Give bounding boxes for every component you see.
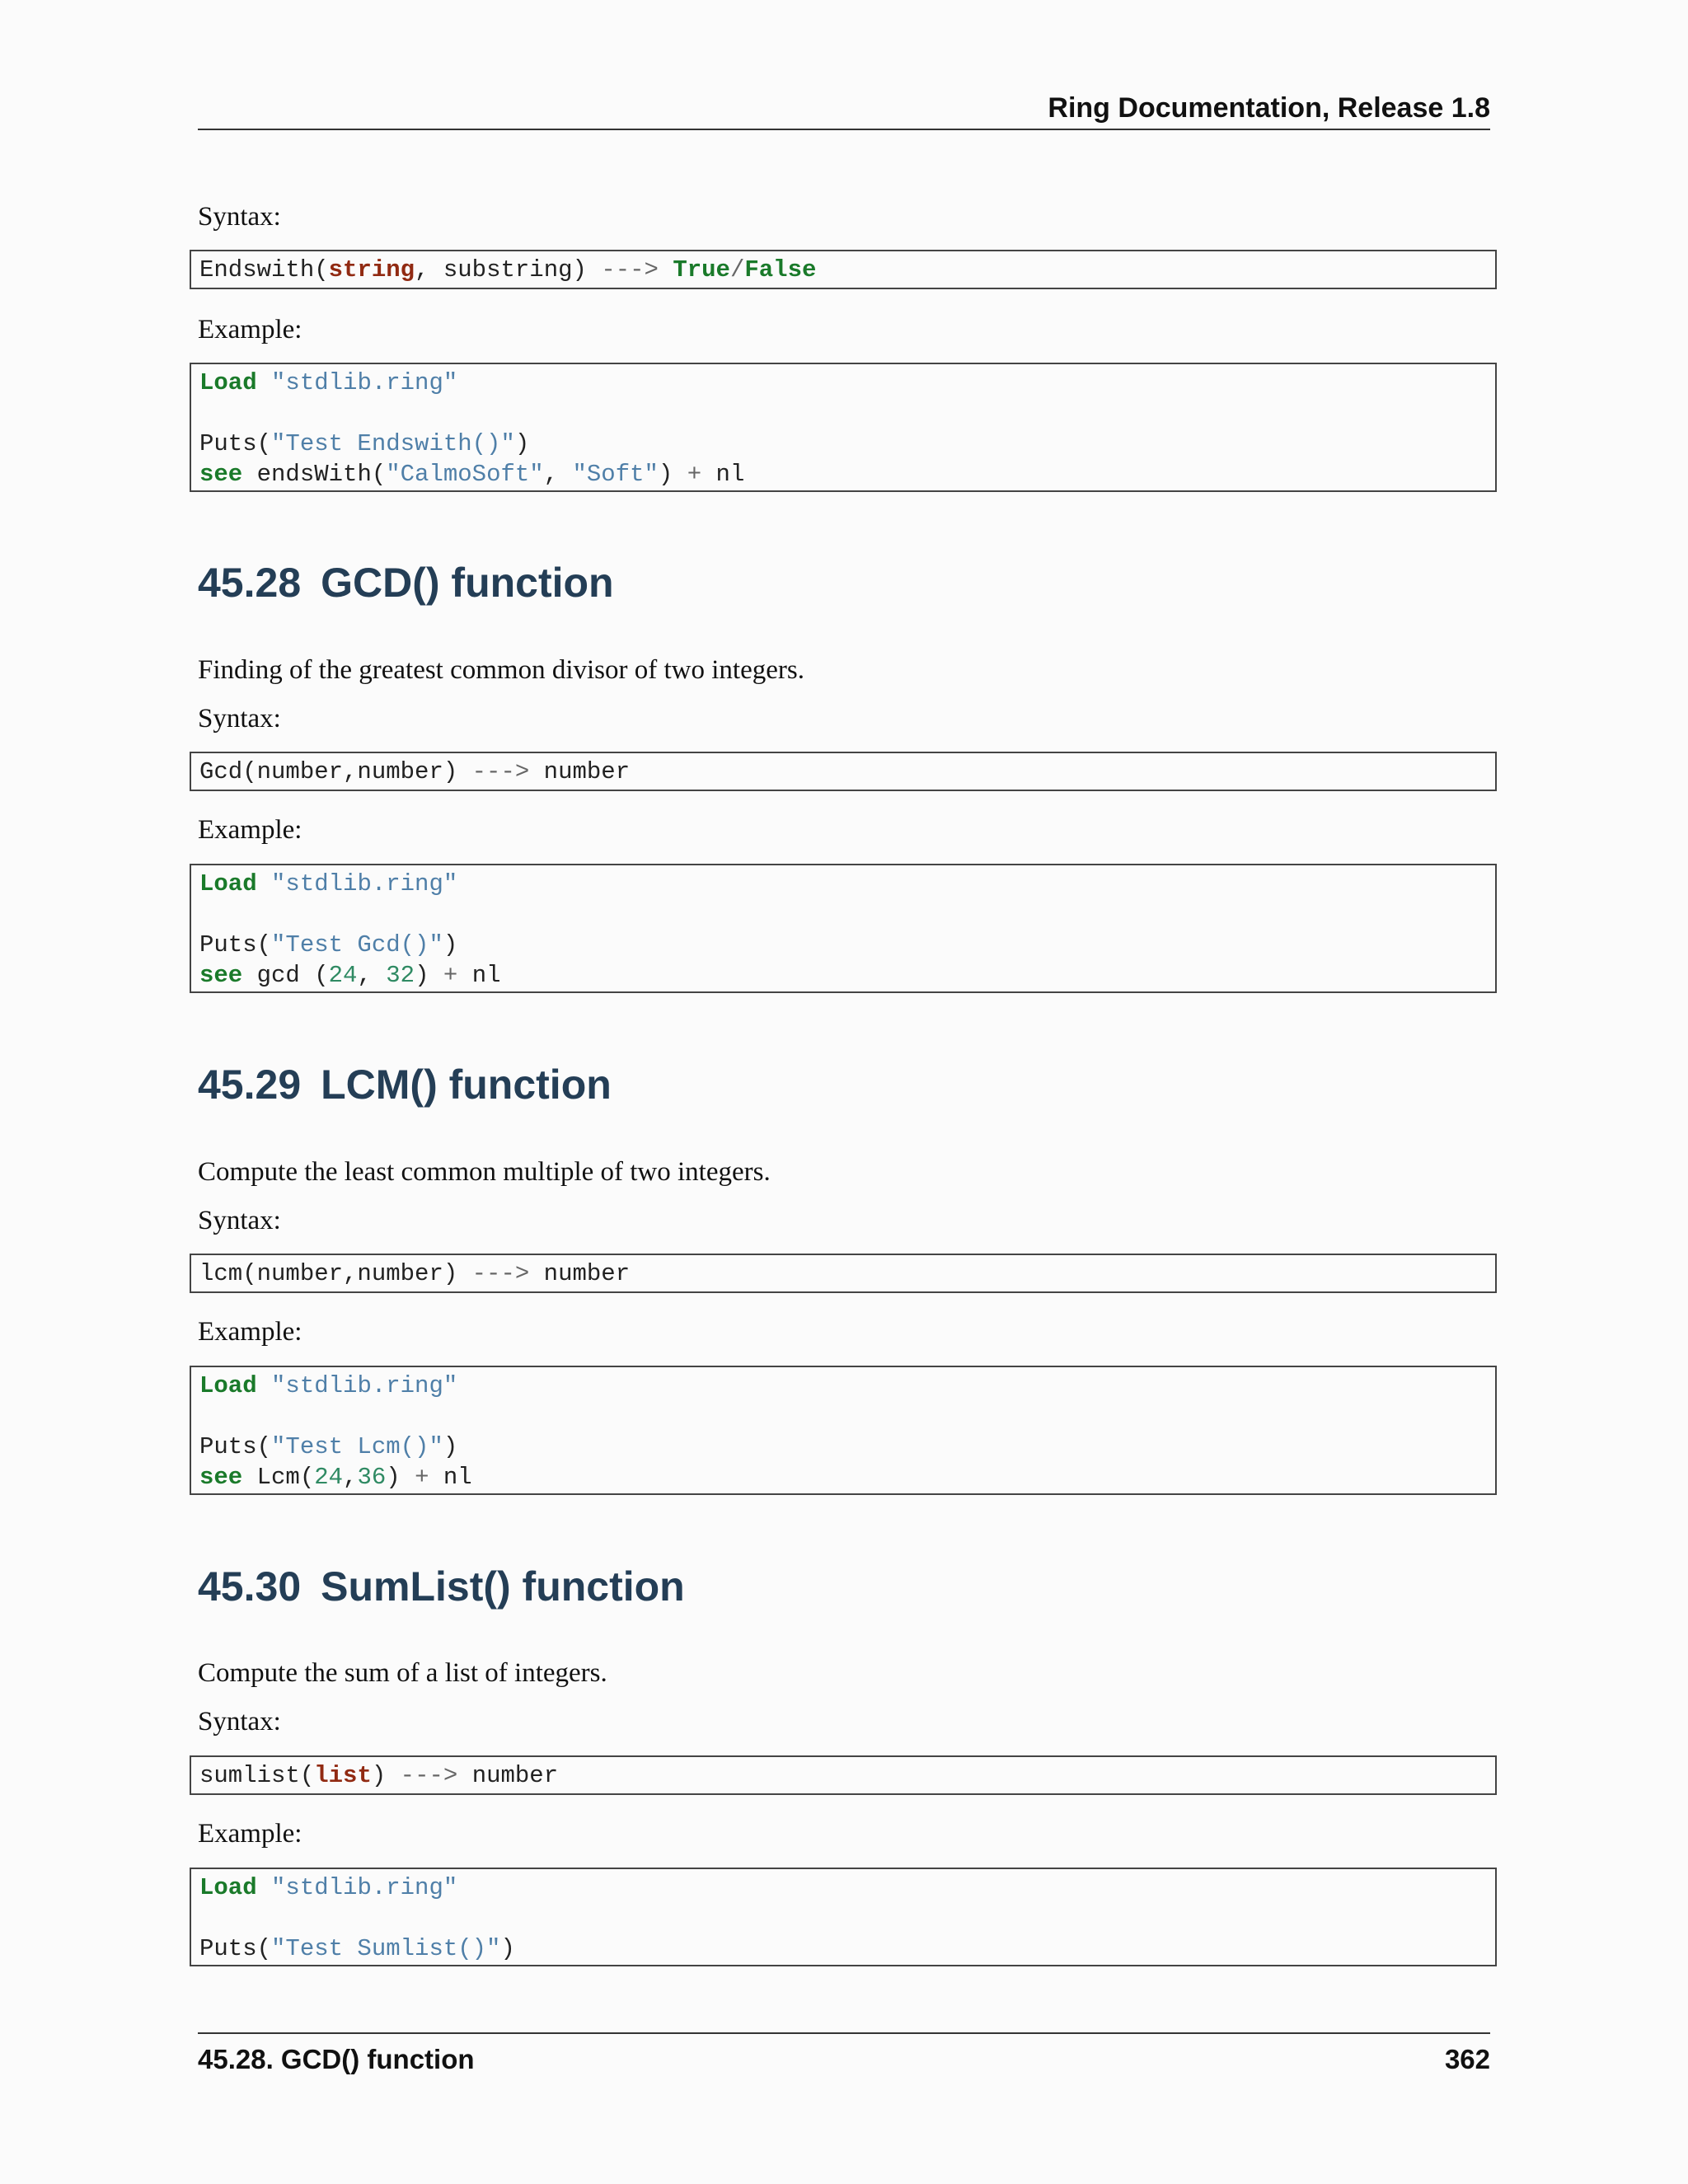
code-token: nl (457, 962, 501, 989)
code-token: "Test Sumlist()" (271, 1935, 501, 1962)
code-token: Lcm( (242, 1464, 315, 1491)
gcd-syntax-label: Syntax: (198, 704, 281, 733)
running-header: Ring Documentation, Release 1.8 (1048, 92, 1490, 124)
section-number: 45.28 (198, 560, 302, 606)
code-token: False (744, 256, 817, 284)
code-line (199, 1462, 1487, 1493)
code-line (199, 1432, 1487, 1462)
code-token: lcm(number,number) (199, 1260, 472, 1287)
code-token: "Soft" (572, 461, 659, 488)
code-line (199, 960, 1487, 991)
code-token: True (673, 256, 730, 284)
code-token: "Test Endswith()" (271, 430, 515, 457)
code-line (199, 459, 1487, 490)
header-rule (198, 129, 1490, 130)
endswith-example-label: Example: (198, 315, 302, 344)
code-line (199, 1401, 1487, 1432)
code-token: "Test Lcm()" (271, 1433, 443, 1460)
section-heading-lcm (198, 1061, 612, 1108)
code-token: nl (429, 1464, 472, 1491)
code-token: 24 (328, 962, 358, 989)
code-token: ---> (471, 758, 530, 785)
code-line (199, 1258, 1487, 1289)
gcd-description: Finding of the greatest common divisor of two integers. (198, 655, 804, 685)
code-token: "stdlib.ring" (271, 1372, 458, 1399)
code-token: endsWith( (242, 461, 387, 488)
code-token: Puts( (199, 430, 272, 457)
endswith-syntax-label: Syntax: (198, 202, 281, 232)
code-line (199, 899, 1487, 930)
code-token: ) (386, 1464, 415, 1491)
code-line (199, 1760, 1487, 1791)
code-token: see (199, 962, 243, 989)
code-line (199, 930, 1487, 960)
code-line (199, 398, 1487, 429)
code-token: "Test Gcd()" (271, 931, 443, 958)
code-token: "stdlib.ring" (271, 870, 458, 898)
gcd-syntax-block (190, 752, 1497, 791)
code-token: "stdlib.ring" (271, 369, 458, 396)
sumlist-syntax-label: Syntax: (198, 1707, 281, 1736)
section-title: LCM() function (321, 1062, 612, 1108)
code-token: list (314, 1762, 372, 1789)
code-token: Load (199, 1874, 257, 1901)
endswith-example-block (190, 363, 1497, 492)
code-token: number (457, 1762, 559, 1789)
code-line (199, 869, 1487, 899)
code-token: 32 (386, 962, 415, 989)
code-token: + (443, 962, 458, 989)
code-token: see (199, 1464, 243, 1491)
code-line (199, 1903, 1487, 1933)
section-number: 45.30 (198, 1563, 302, 1610)
code-token: + (687, 461, 702, 488)
code-token: ) (415, 962, 443, 989)
code-token: ) (500, 1935, 515, 1962)
code-token: ) (371, 1762, 401, 1789)
code-token: , (357, 962, 387, 989)
code-token: gcd ( (242, 962, 329, 989)
code-token: sumlist( (199, 1762, 315, 1789)
sumlist-example-label: Example: (198, 1819, 302, 1849)
code-token: "CalmoSoft" (386, 461, 544, 488)
code-token: number (529, 758, 631, 785)
lcm-example-label: Example: (198, 1317, 302, 1347)
code-token: nl (701, 461, 745, 488)
code-token: ---> (400, 1762, 458, 1789)
code-token: string (328, 256, 415, 284)
section-title: SumList() function (321, 1563, 685, 1610)
code-token: Load (199, 870, 257, 898)
code-token: + (415, 1464, 429, 1491)
code-line (199, 1872, 1487, 1903)
code-token: Puts( (199, 1935, 272, 1962)
gcd-example-label: Example: (198, 815, 302, 845)
code-token: number (529, 1260, 631, 1287)
section-heading-gcd (198, 559, 614, 607)
section-title: GCD() function (321, 560, 614, 606)
code-token: ) (443, 931, 458, 958)
code-token: , substring) (415, 256, 602, 284)
gcd-example-block (190, 864, 1497, 993)
sumlist-example-block (190, 1868, 1497, 1966)
code-token: see (199, 461, 243, 488)
code-token: ---> (471, 1260, 530, 1287)
endswith-syntax-block (190, 250, 1497, 289)
sumlist-syntax-block (190, 1755, 1497, 1795)
code-line (199, 757, 1487, 787)
sumlist-description: Compute the sum of a list of integers. (198, 1658, 607, 1688)
code-line (199, 255, 1487, 285)
code-token: , (343, 1464, 358, 1491)
code-token: "stdlib.ring" (271, 1874, 458, 1901)
code-token: ) (658, 461, 687, 488)
code-token: Puts( (199, 1433, 272, 1460)
page-number: 362 (1444, 2044, 1490, 2074)
code-token: ---> (601, 256, 659, 284)
code-token: / (729, 256, 745, 284)
lcm-example-block (190, 1366, 1497, 1495)
code-token: ) (514, 430, 530, 457)
code-token: Puts( (199, 931, 272, 958)
footer-rule (198, 2032, 1490, 2034)
code-line (199, 1371, 1487, 1401)
code-token: Gcd(number,number) (199, 758, 472, 785)
section-number: 45.29 (198, 1062, 302, 1108)
code-line (199, 429, 1487, 459)
code-line (199, 368, 1487, 398)
lcm-syntax-label: Syntax: (198, 1206, 281, 1235)
code-token: 24 (314, 1464, 344, 1491)
section-heading-sumlist (198, 1563, 685, 1610)
code-token: Load (199, 1372, 257, 1399)
code-token: Endswith( (199, 256, 329, 284)
footer-section: 45.28. GCD() function (198, 2044, 475, 2074)
code-token: Load (199, 369, 257, 396)
lcm-syntax-block (190, 1254, 1497, 1293)
lcm-description: Compute the least common multiple of two integers. (198, 1157, 771, 1187)
code-line (199, 1933, 1487, 1964)
code-token: 36 (357, 1464, 387, 1491)
code-token: , (543, 461, 573, 488)
code-token: ) (443, 1433, 458, 1460)
